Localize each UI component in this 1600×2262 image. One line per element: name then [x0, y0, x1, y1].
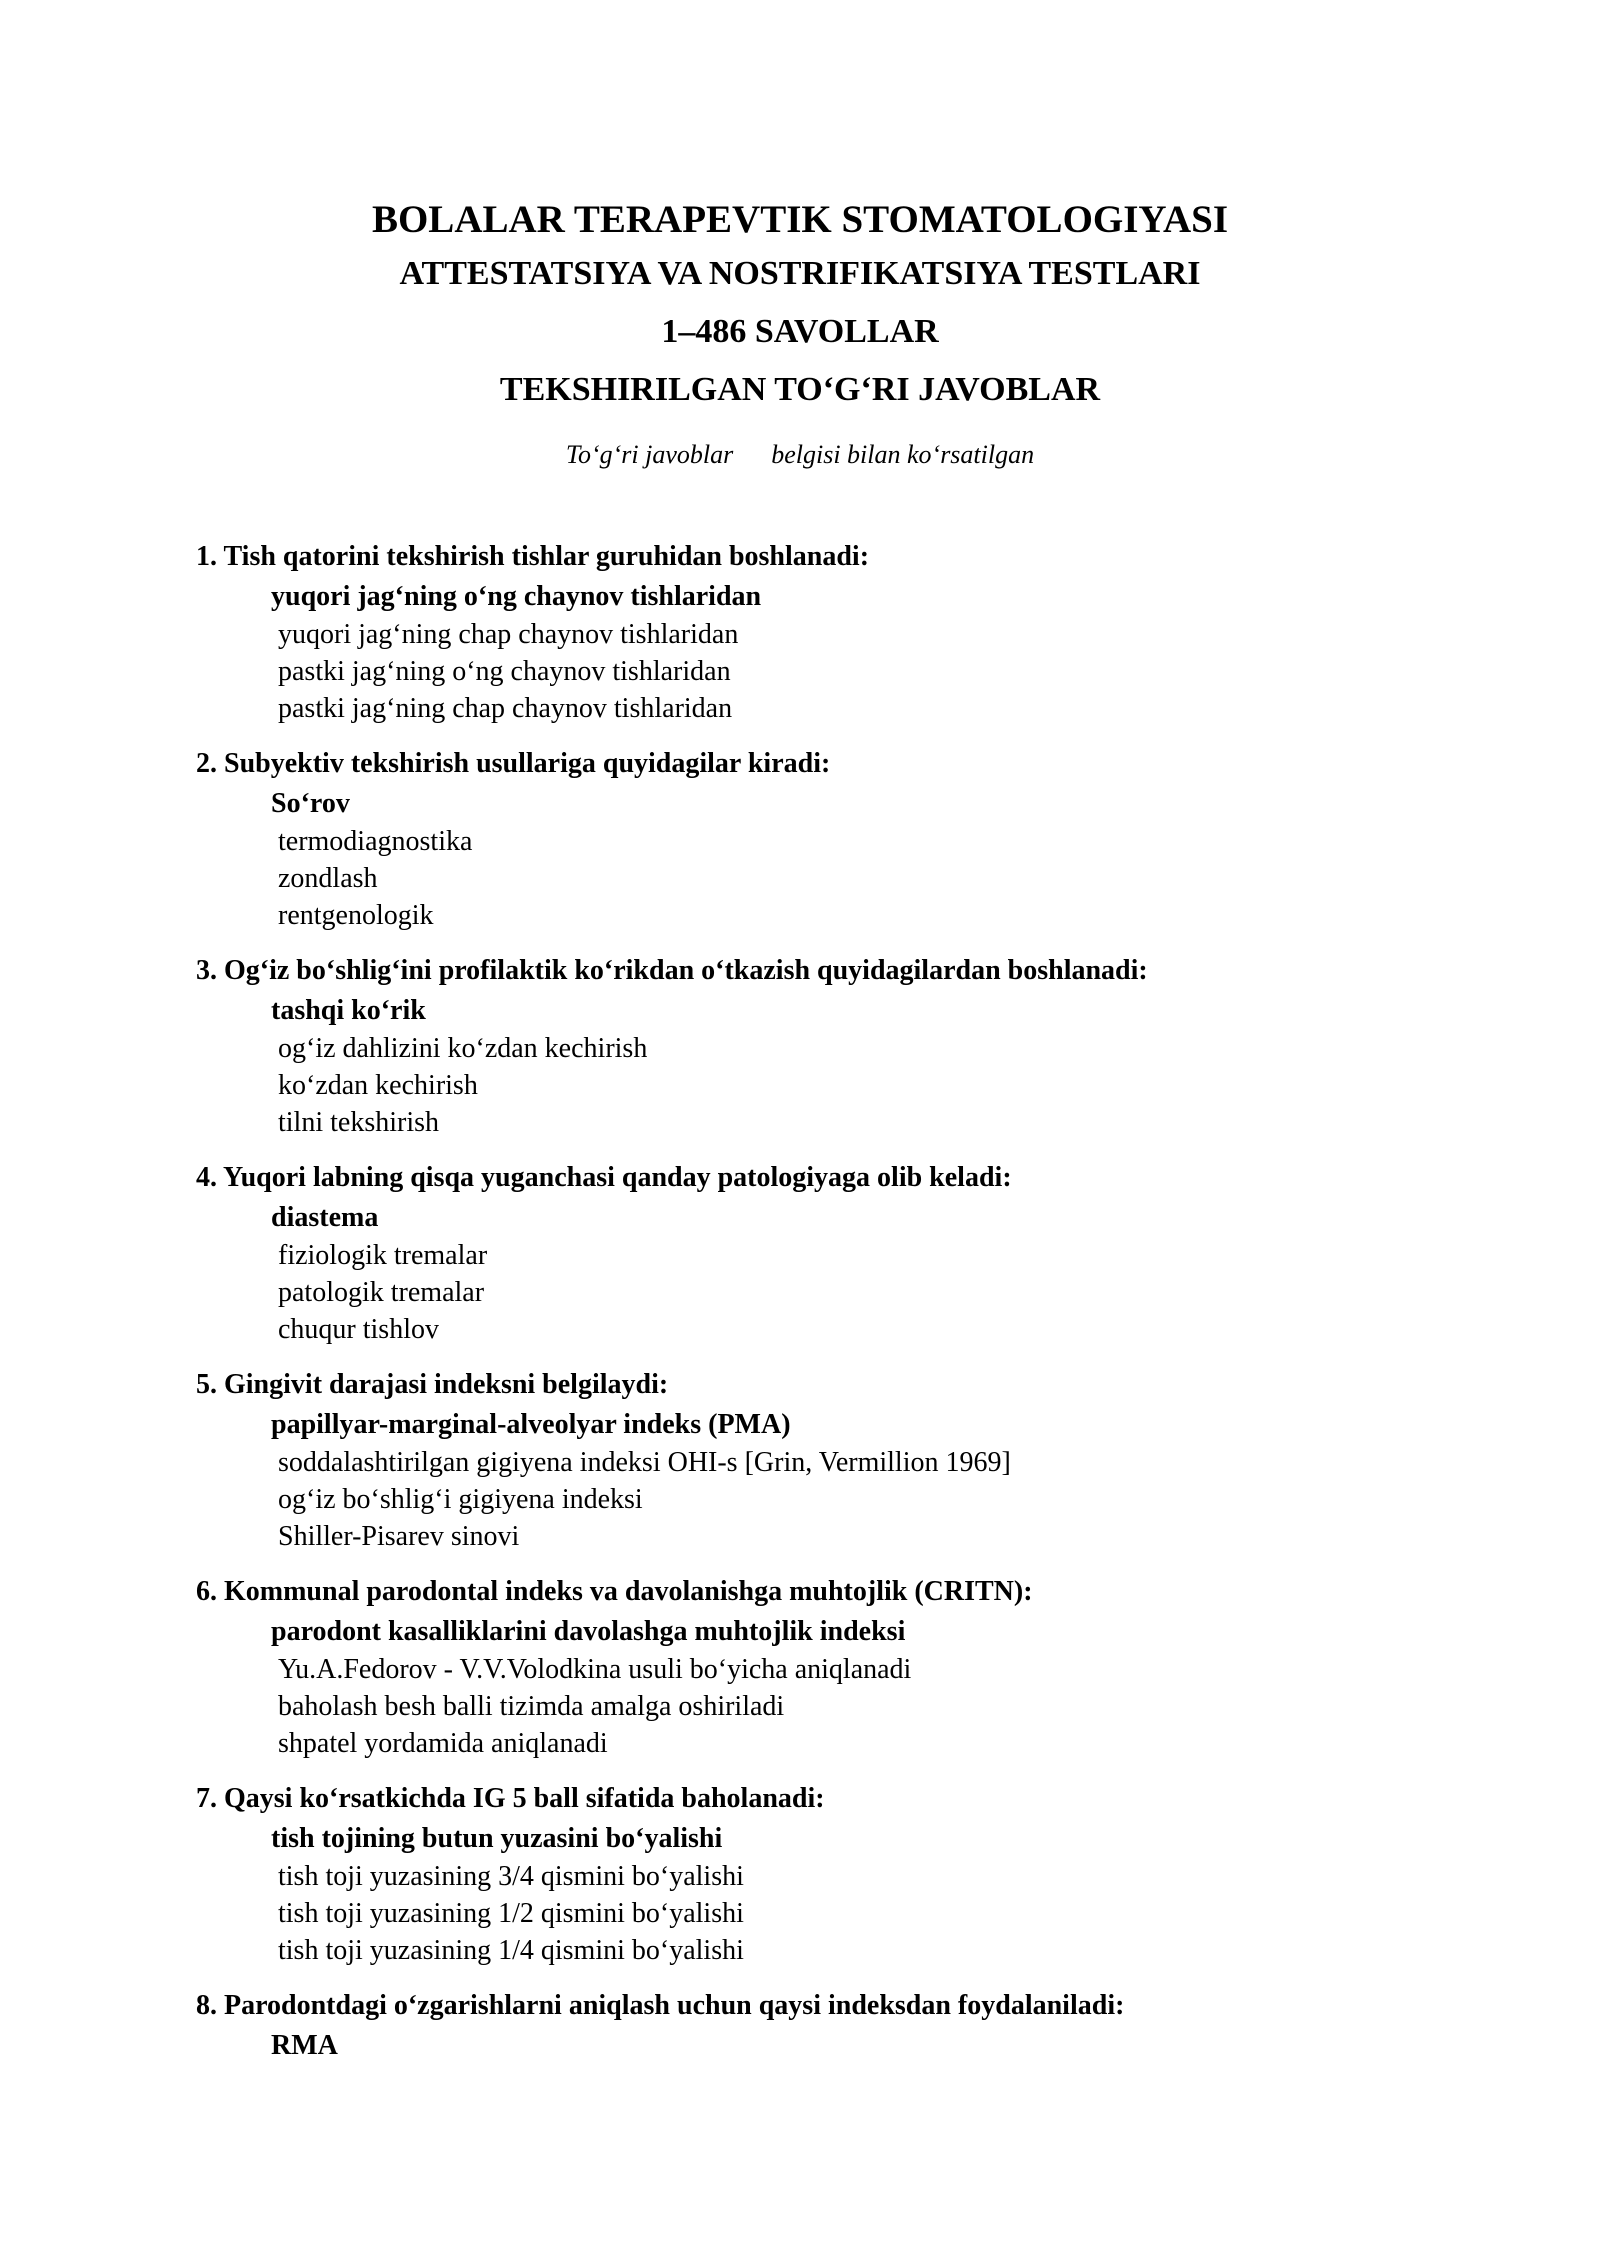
- answer-option: zondlash: [278, 863, 378, 894]
- answer-option: pastki jag‘ning o‘ng chaynov tishlaridan: [278, 656, 731, 687]
- answer-option: ko‘zdan kechirish: [278, 1070, 478, 1101]
- question-text: 3. Og‘iz bo‘shlig‘ini profilaktik ko‘rikdan o‘tkazish quyidagilardan boshlanadi:: [196, 955, 1148, 986]
- question-6: [196, 1572, 1436, 1762]
- answer-option: tish toji yuzasining 1/2 qismini bo‘yalishi: [278, 1898, 744, 1929]
- answer-option: Yu.A.Fedorov - V.V.Volodkina usuli bo‘yicha aniqlanadi: [278, 1654, 912, 1685]
- question-4: [196, 1158, 1436, 1348]
- correct-answer: RMA: [271, 2030, 338, 2061]
- correct-answer: papillyar-marginal-alveolyar indeks (PMA): [271, 1409, 791, 1440]
- question-text: 5. Gingivit darajasi indeksni belgilaydi:: [196, 1369, 669, 1400]
- question-2: [196, 744, 1436, 934]
- answer-option: soddalashtirilgan gigiyena indeksi OHI-s [Grin, Vermillion 1969]: [278, 1447, 1011, 1478]
- answer-option: og‘iz bo‘shlig‘i gigiyena indeksi: [278, 1484, 643, 1515]
- question-text: 2. Subyektiv tekshirish usullariga quyidagilar kiradi:: [196, 748, 831, 779]
- correct-answer: parodont kasalliklarini davolashga muhtojlik indeksi: [271, 1616, 906, 1647]
- question-list: [196, 537, 1436, 2082]
- correct-answer: So‘rov: [271, 788, 350, 819]
- question-8: [196, 1986, 1436, 2065]
- answer-option: tilni tekshirish: [278, 1107, 439, 1138]
- answer-option: fiziologik tremalar: [278, 1240, 488, 1271]
- correct-answer: diastema: [271, 1202, 379, 1233]
- answer-option: shpatel yordamida aniqlanadi: [278, 1728, 608, 1759]
- answer-option: tish toji yuzasining 3/4 qismini bo‘yalishi: [278, 1861, 744, 1892]
- answer-option: rentgenologik: [278, 900, 434, 931]
- question-text: 1. Tish qatorini tekshirish tishlar guruhidan boshlanadi:: [196, 541, 870, 572]
- answer-option: baholash besh balli tizimda amalga oshiriladi: [278, 1691, 785, 1722]
- legend-note-part-1: To‘g‘ri javoblar: [565, 440, 734, 469]
- question-text: 4. Yuqori labning qisqa yuganchasi qanday patologiyaga olib keladi:: [196, 1162, 1012, 1193]
- correct-answer: tashqi ko‘rik: [271, 995, 426, 1026]
- title-block: [0, 195, 1600, 475]
- answer-option: pastki jag‘ning chap chaynov tishlaridan: [278, 693, 733, 724]
- answer-option: chuqur tishlov: [278, 1314, 439, 1345]
- document-subtitle-2: 1–486 SAVOLLAR: [661, 313, 939, 350]
- answer-option: Shiller-Pisarev sinovi: [278, 1521, 520, 1552]
- document-subtitle-1: ATTESTATSIYA VA NOSTRIFIKATSIYA TESTLARI: [399, 255, 1201, 292]
- answer-option: patologik tremalar: [278, 1277, 485, 1308]
- answer-option: termodiagnostika: [278, 826, 473, 857]
- answer-option: og‘iz dahlizini ko‘zdan kechirish: [278, 1033, 648, 1064]
- question-text: 6. Kommunal parodontal indeks va davolanishga muhtojlik (CRITN):: [196, 1576, 1033, 1607]
- answer-option: tish toji yuzasining 1/4 qismini bo‘yalishi: [278, 1935, 744, 1966]
- question-1: [196, 537, 1436, 727]
- document-subtitle-3: TEKSHIRILGAN TO‘G‘RI JAVOBLAR: [499, 371, 1101, 408]
- question-7: [196, 1779, 1436, 1969]
- question-3: [196, 951, 1436, 1141]
- correct-answer: tish tojining butun yuzasini bo‘yalishi: [271, 1823, 723, 1854]
- question-5: [196, 1365, 1436, 1555]
- correct-answer: yuqori jag‘ning o‘ng chaynov tishlaridan: [271, 581, 762, 612]
- question-text: 8. Parodontdagi o‘zgarishlarni aniqlash uchun qaysi indeksdan foydalaniladi:: [196, 1990, 1125, 2021]
- answer-legend-note: [0, 435, 1600, 475]
- document-title: BOLALAR TERAPEVTIK STOMATOLOGIYASI: [371, 198, 1229, 241]
- question-text: 7. Qaysi ko‘rsatkichda IG 5 ball sifatida baholanadi:: [196, 1783, 825, 1814]
- answer-option: yuqori jag‘ning chap chaynov tishlaridan: [278, 619, 739, 650]
- legend-note-part-2: belgisi bilan ko‘rsatilgan: [771, 440, 1035, 469]
